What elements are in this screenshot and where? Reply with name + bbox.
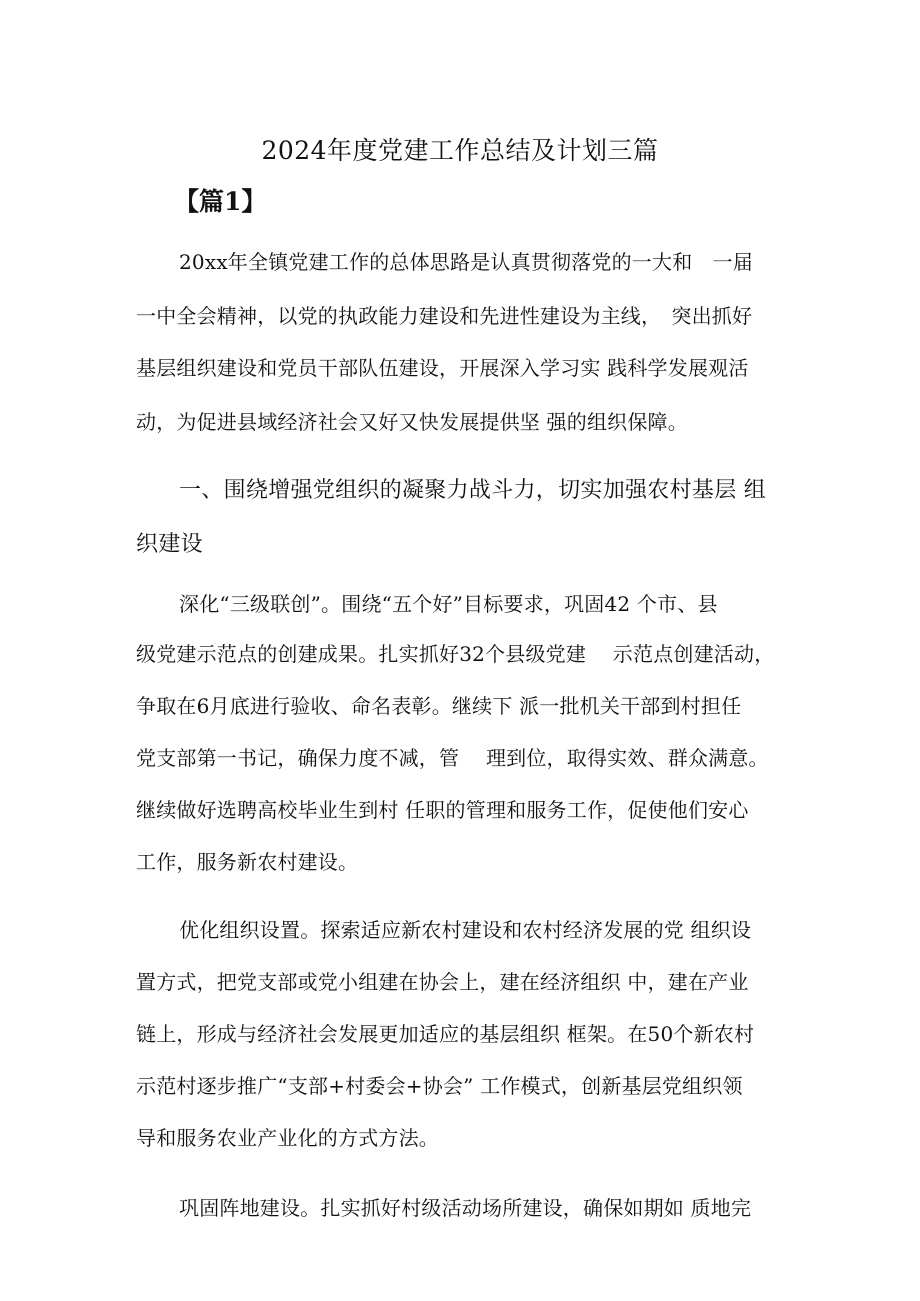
subheading-line: 织建设 bbox=[136, 532, 203, 557]
subheading-line: 一、围绕增强党组织的凝聚力战斗力，切实加强农村基层 组 bbox=[179, 478, 767, 503]
paragraph-line: 基层组织建设和党员干部队伍建设，开展深入学习实 践科学发展观活 bbox=[136, 356, 749, 380]
paragraph-line: 继续做好选聘高校毕业生到村 任职的管理和服务工作，促使他们安心 bbox=[136, 798, 749, 822]
paragraph-line: 导和服务农业产业化的方式方法。 bbox=[136, 1126, 439, 1150]
paragraph-line: 巩固阵地建设。扎实抓好村级活动场所建设，确保如期如 质地完 bbox=[179, 1196, 752, 1220]
paragraph-line: 链上，形成与经济社会发展更加适应的基层组织 框架。在50个新农村 bbox=[136, 1022, 755, 1046]
paragraph-line: 示范村逐步推广“支部+村委会+协会” 工作模式，创新基层党组织领 bbox=[136, 1074, 743, 1098]
paragraph-line: 一中全会精神，以党的执政能力建设和先进性建设为主线， 突出抓好 bbox=[136, 304, 753, 328]
document-title: 2024年度党建工作总结及计划三篇 bbox=[261, 136, 659, 165]
paragraph-line: 党支部第一书记，确保力度不减，管 理到位，取得实效、群众满意。 bbox=[136, 746, 769, 770]
paragraph-line: 争取在6月底进行验收、命名表彰。继续下 派一批机关干部到村担任 bbox=[136, 694, 742, 718]
paragraph-line: 动，为促进县域经济社会又好又快发展提供坚 强的组织保障。 bbox=[136, 410, 688, 434]
section-heading: 【篇1】 bbox=[174, 187, 267, 216]
paragraph-line: 优化组织设置。探索适应新农村建设和农村经济发展的党 组织设 bbox=[179, 918, 752, 942]
paragraph-line: 深化“三级联创”。围绕“五个好”目标要求，巩固42 个市、县 bbox=[179, 592, 718, 616]
paragraph-line: 工作，服务新农村建设。 bbox=[136, 850, 359, 874]
paragraph-line: 级党建示范点的创建成果。扎实抓好32个县级党建 示范点创建活动， bbox=[136, 642, 775, 666]
paragraph-line: 20xx年全镇党建工作的总体思路是认真贯彻落党的一大和 一届 bbox=[179, 250, 754, 274]
paragraph-line: 置方式，把党支部或党小组建在协会上，建在经济组织 中，建在产业 bbox=[136, 970, 749, 994]
